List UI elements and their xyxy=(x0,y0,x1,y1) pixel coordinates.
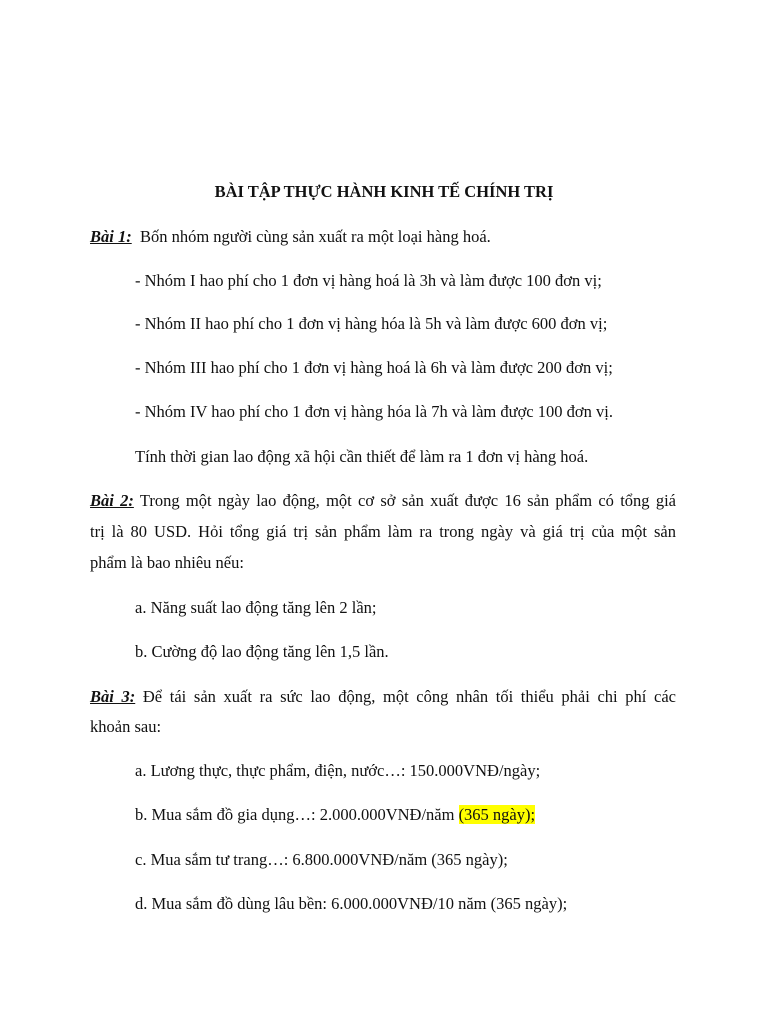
bai1-item-1: - Nhóm I hao phí cho 1 đơn vị hàng hoá là 3h và làm được 100 đơn vị; xyxy=(135,271,602,290)
bai2-item-a: a. Năng suất lao động tăng lên 2 lần; xyxy=(135,598,377,617)
bai2-line-3: phẩm là bao nhiêu nếu: xyxy=(90,553,244,572)
bai1-item-4: - Nhóm IV hao phí cho 1 đơn vị hàng hóa là 7h và làm được 100 đơn vị. xyxy=(135,402,613,421)
bai1-question: Tính thời gian lao động xã hội cần thiết để làm ra 1 đơn vị hàng hoá. xyxy=(135,447,589,466)
bai3-item-c: c. Mua sắm tư trang…: 6.800.000VNĐ/năm (365 ngày); xyxy=(135,850,508,869)
bai2-line-2: trị là 80 USD. Hỏi tổng giá trị sản phẩm làm ra trong ngày và giá trị của một sản xyxy=(90,522,676,541)
bai3-line-2: khoản sau: xyxy=(90,717,162,736)
bai1-item-3: - Nhóm III hao phí cho 1 đơn vị hàng hoá là 6h và làm được 200 đơn vị; xyxy=(135,358,613,377)
bai3-line-1 xyxy=(90,686,676,708)
bai3-item-b-text: b. Mua sắm đồ gia dụng…: 2.000.000VNĐ/năm xyxy=(135,805,459,824)
bai2-text-1: Trong một ngày lao động, một cơ sở sản xuất được 16 sản phẩm có tổng giá xyxy=(139,491,676,510)
bai3-item-b-highlight: (365 ngày); xyxy=(458,805,536,824)
document-title: BÀI TẬP THỰC HÀNH KINH TẾ CHÍNH TRỊ xyxy=(214,182,554,201)
bai1-intro: Bốn nhóm người cùng sản xuất ra một loại hàng hoá. xyxy=(139,227,491,246)
bai3-item-b xyxy=(135,804,535,826)
bai3-label: Bài 3: xyxy=(90,687,136,706)
bai2-label: Bài 2: xyxy=(90,491,134,510)
bai1-label: Bài 1: xyxy=(90,227,132,246)
bai2-item-b: b. Cường độ lao động tăng lên 1,5 lần. xyxy=(135,642,389,661)
bai1-item-2: - Nhóm II hao phí cho 1 đơn vị hàng hóa là 5h và làm được 600 đơn vị; xyxy=(135,314,608,333)
bai3-item-a: a. Lương thực, thực phẩm, điện, nước…: 150.000VNĐ/ngày; xyxy=(135,761,541,780)
bai3-item-d: d. Mua sắm đồ dùng lâu bền: 6.000.000VNĐ/10 năm (365 ngày); xyxy=(135,894,568,913)
bai3-text-1: Để tái sản xuất ra sức lao động, một công nhân tối thiểu phải chi phí các xyxy=(142,687,676,706)
bai1-paragraph xyxy=(90,226,491,248)
bai2-line-1 xyxy=(90,490,676,512)
